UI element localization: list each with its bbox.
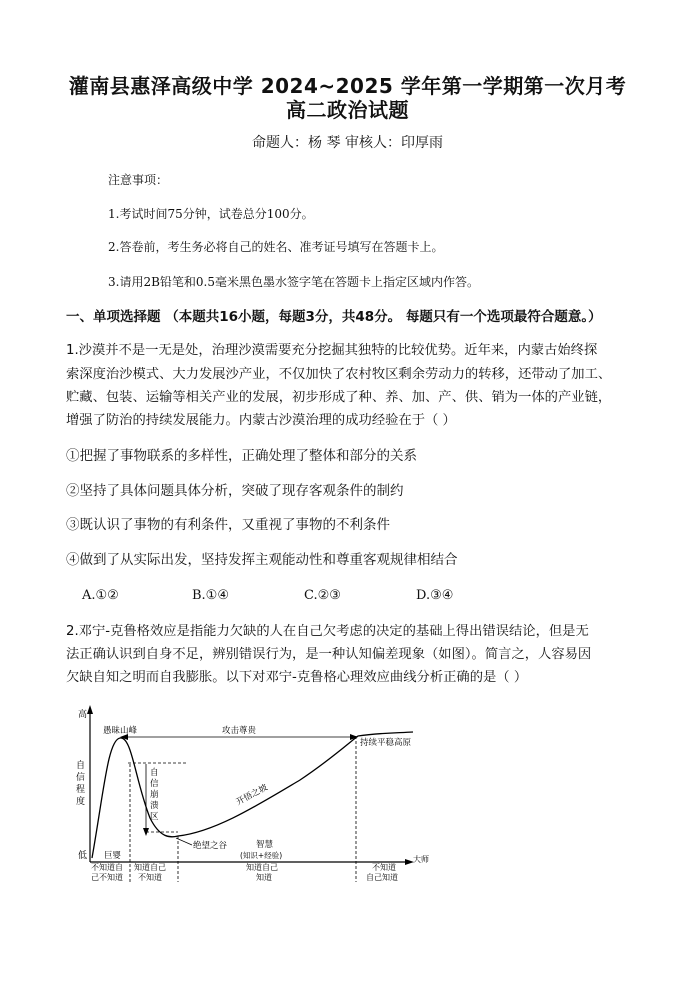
collapse-label-3: 崩 bbox=[150, 790, 159, 800]
notice-item: 1.考试时间75分钟，试卷总分100分。 bbox=[108, 207, 314, 221]
stage3-label-1: 知道自己 bbox=[246, 863, 278, 872]
y-axis-arrow bbox=[87, 705, 93, 714]
q1-stem-line: 索深度治沙模式、大力发展沙产业，不仅加快了农村牧区剩余劳动力的转移，还带动了加工、 bbox=[66, 367, 612, 382]
option-d[interactable]: D.③④ bbox=[416, 588, 454, 603]
plateau-label: 持续平稳高原 bbox=[360, 738, 412, 748]
q2-stem-line: 欠缺自知之明而自我膨胀。以下对邓宁-克鲁格心理效应曲线分析正确的是（ ） bbox=[66, 670, 528, 685]
q2-stem-line: 法正确认识到自身不足，辨别错误行为，是一种认知偏差现象（如图）。简言之，人容易因 bbox=[66, 647, 592, 662]
stage1-label-2: 己不知道 bbox=[91, 873, 123, 882]
y-low-label: 低 bbox=[78, 851, 88, 861]
x-end-label: 大师 bbox=[413, 855, 429, 864]
stage4-label-1: 不知道 bbox=[372, 863, 396, 872]
collapse-label-2: 信 bbox=[150, 779, 159, 789]
q1-stem-line: 增强了防治的持续发展能力。内蒙古沙漠治理的成功经验在于（ ） bbox=[66, 413, 456, 428]
y-axis-label-1: 自 bbox=[76, 761, 86, 771]
peak-label: 愚昧山峰 bbox=[103, 726, 138, 736]
option-b[interactable]: B.①④ bbox=[192, 588, 229, 603]
notice-item: 2.答卷前，考生务必将自己的姓名、准考证号填写在答题卡上。 bbox=[108, 240, 444, 254]
notice-heading: 注意事项： bbox=[108, 173, 169, 187]
wisdom-label: 智慧 bbox=[256, 840, 274, 850]
stage3-label-2: 知道 bbox=[256, 873, 272, 882]
q1-statement: ③既认识了事物的有利条件，又重视了事物的不利条件 bbox=[66, 517, 390, 533]
collapse-label-5: 区 bbox=[150, 812, 159, 822]
slope-label: 开悟之坡 bbox=[234, 782, 270, 808]
y-axis-label-3: 程 bbox=[76, 785, 86, 795]
option-a[interactable]: A.①② bbox=[82, 588, 119, 603]
stage4-label-2: 自己知道 bbox=[366, 873, 398, 882]
stage1-label-1: 不知道自 bbox=[91, 863, 123, 872]
q1-statement: ①把握了事物联系的多样性，正确处理了整体和部分的关系 bbox=[66, 448, 417, 464]
exam-authors: 命题人：杨 琴 审核人：印厚雨 bbox=[252, 135, 443, 151]
y-axis-label-4: 度 bbox=[76, 797, 86, 807]
notice-item: 3.请用2B铅笔和0.5毫米黑色墨水签字笔在答题卡上指定区域内作答。 bbox=[108, 275, 479, 289]
exam-subtitle: 高二政治试题 bbox=[286, 98, 409, 122]
q1-stem-line: 贮藏、包装、运输等相关产业的发展，初步形成了种、养、加、产、供、销为一体的产业链， bbox=[66, 390, 612, 405]
option-c[interactable]: C.②③ bbox=[304, 588, 341, 603]
y-high-label: 高 bbox=[78, 710, 88, 720]
stage2-label-2: 不知道 bbox=[138, 873, 162, 882]
attack-label: 攻击尊贵 bbox=[222, 726, 257, 736]
stage2-label-1: 知道自己 bbox=[134, 863, 166, 872]
section-heading: 一、单项选择题 （本题共16小题，每题3分，共48分。 每题只有一个选项最符合题意。） bbox=[66, 309, 602, 325]
q1-statement: ④做到了从实际出发，坚持发挥主观能动性和尊重客观规律相结合 bbox=[66, 552, 458, 568]
giant-baby-label: 巨婴 bbox=[104, 851, 122, 861]
collapse-label-4: 溃 bbox=[150, 801, 159, 811]
q2-stem-line: 2.邓宁-克鲁格效应是指能力欠缺的人在自己欠考虑的决定的基础上得出错误结论，但是无 bbox=[66, 624, 589, 639]
valley-label: 绝望之谷 bbox=[193, 841, 228, 851]
exam-title: 灌南县惠泽高级中学 2024~2025 学年第一学期第一次月考 bbox=[68, 74, 627, 98]
q1-statement: ②坚持了具体问题具体分析，突破了现存客观条件的制约 bbox=[66, 483, 404, 499]
y-axis-label-2: 信 bbox=[76, 773, 86, 783]
q1-stem-line: 1.沙漠并不是一无是处，治理沙漠需要充分挖掘其独特的比较优势。近年来，内蒙古始终探 bbox=[66, 343, 598, 358]
collapse-label-1: 自 bbox=[150, 768, 159, 778]
wisdom-sub-label: (知识+经验) bbox=[240, 851, 283, 860]
